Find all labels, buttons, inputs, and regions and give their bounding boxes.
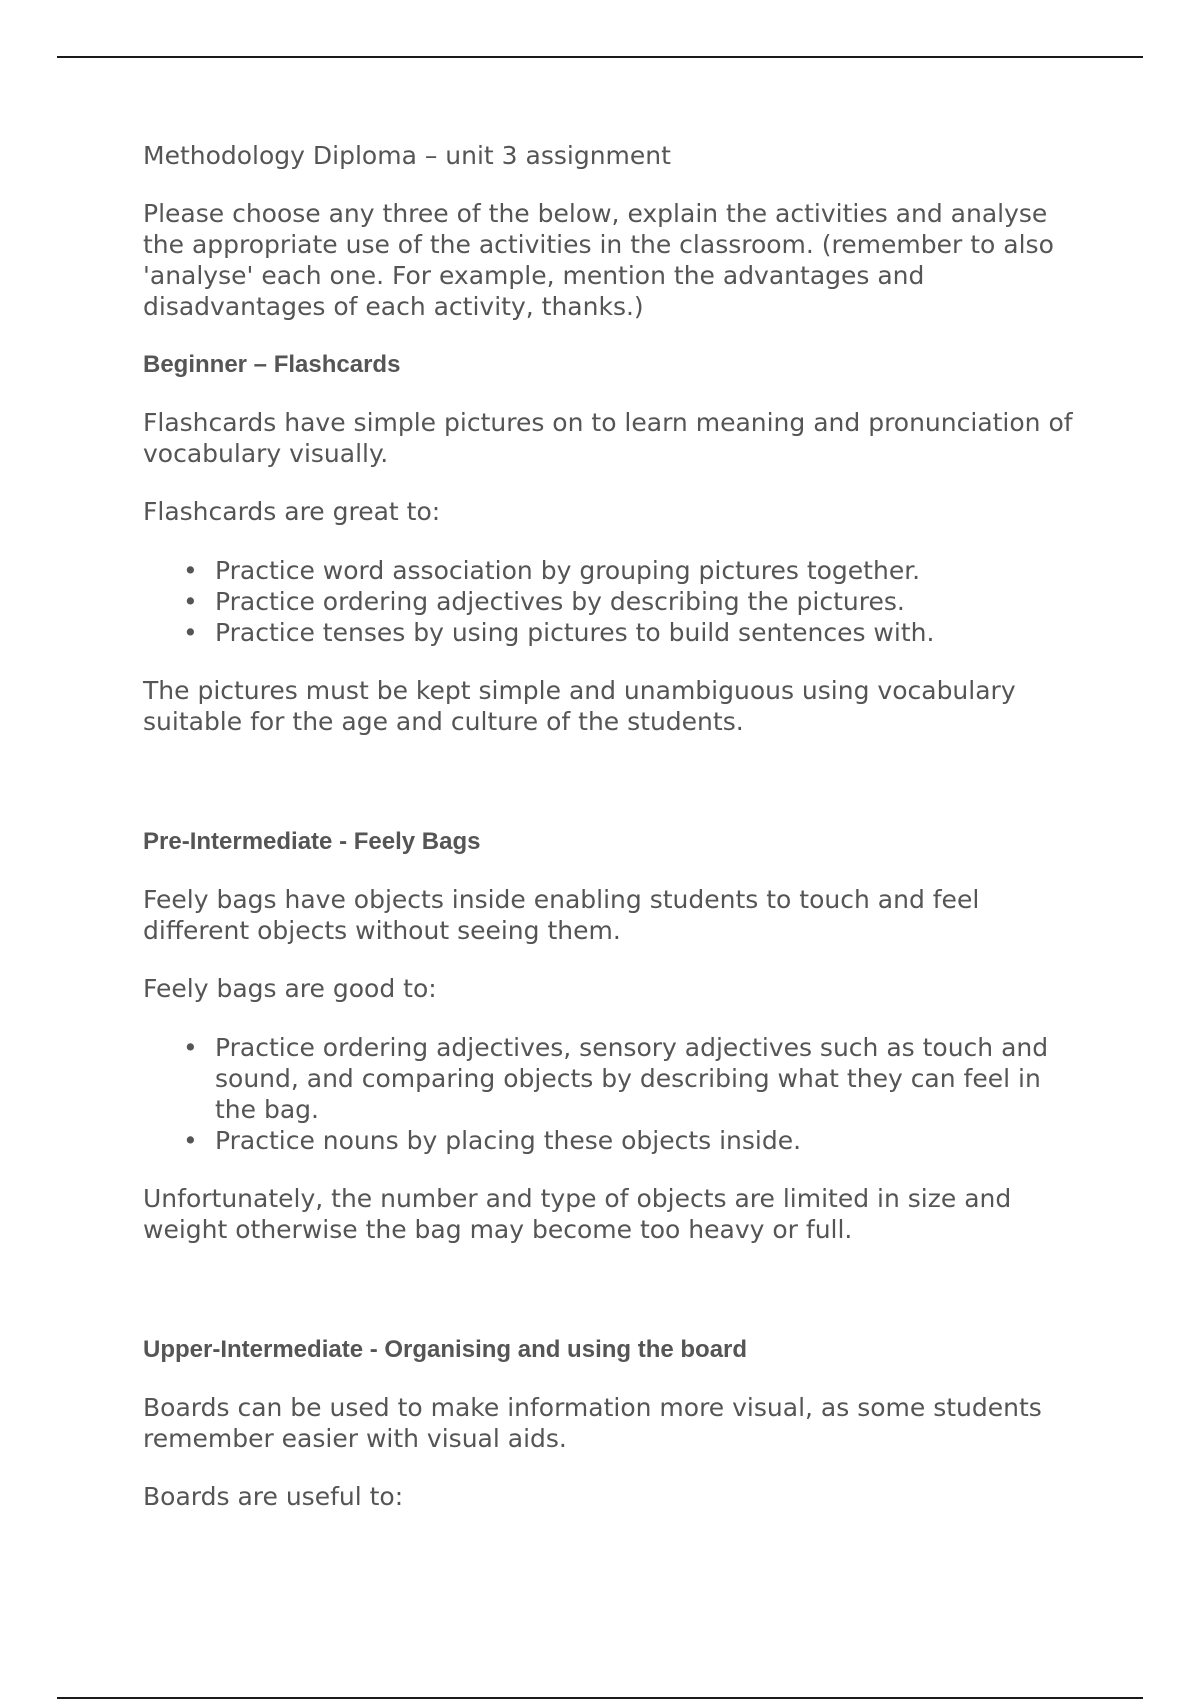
section-feely-bags: [143, 826, 1073, 1245]
bullet-list: [143, 1032, 1073, 1156]
section-lead: Feely bags are good to:: [143, 974, 437, 1003]
bullet-icon: •: [183, 556, 198, 585]
assignment-instructions: Please choose any three of the below, explain the activities and analyse the appropriate use of the activities in the classroom. (remember to also 'analyse' each one. For example, mention the advantages and disadvantages of each activity, thanks.): [143, 199, 1054, 321]
bullet-icon: •: [183, 1033, 198, 1062]
bullet-text: Practice ordering adjectives by describing the pictures.: [215, 587, 905, 616]
section-heading: Upper-Intermediate - Organising and using the board: [143, 1336, 748, 1363]
section-intro: Feely bags have objects inside enabling students to touch and feel different objects without seeing them.: [143, 885, 980, 945]
bullet-icon: •: [183, 1126, 198, 1155]
section-closing: Unfortunately, the number and type of objects are limited in size and weight otherwise the bag may become too heavy or full.: [143, 1184, 1012, 1244]
header-rule: [57, 56, 1143, 58]
bullet-list: [143, 555, 1073, 648]
bullet-text: Practice nouns by placing these objects inside.: [215, 1126, 802, 1155]
section-lead: Boards are useful to:: [143, 1482, 404, 1511]
bullet-item: [183, 617, 1073, 648]
section-flashcards: [143, 349, 1073, 737]
bullet-item: [183, 586, 1073, 617]
section-intro: Boards can be used to make information more visual, as some students remember easier with visual aids.: [143, 1393, 1042, 1453]
bullet-item: [183, 1125, 1073, 1156]
bullet-icon: •: [183, 587, 198, 616]
bullet-text: Practice word association by grouping pictures together.: [215, 556, 921, 585]
document-title: Methodology Diploma – unit 3 assignment: [143, 141, 671, 170]
section-lead: Flashcards are great to:: [143, 497, 441, 526]
footer-rule: [57, 1697, 1143, 1699]
bullet-text: Practice ordering adjectives, sensory adjectives such as touch and sound, and comparing objects by describing what they can feel in the bag.: [215, 1033, 1049, 1124]
section-intro: Flashcards have simple pictures on to learn meaning and pronunciation of vocabulary visually.: [143, 408, 1073, 468]
section-heading: Pre-Intermediate - Feely Bags: [143, 828, 481, 855]
bullet-icon: •: [183, 618, 198, 647]
bullet-text: Practice tenses by using pictures to build sentences with.: [215, 618, 935, 647]
document-body: [143, 140, 1073, 1512]
bullet-item: [183, 1032, 1073, 1125]
section-board: [143, 1334, 1073, 1512]
section-closing: The pictures must be kept simple and unambiguous using vocabulary suitable for the age and culture of the students.: [143, 676, 1016, 736]
bullet-item: [183, 555, 1073, 586]
section-heading: Beginner – Flashcards: [143, 351, 401, 378]
